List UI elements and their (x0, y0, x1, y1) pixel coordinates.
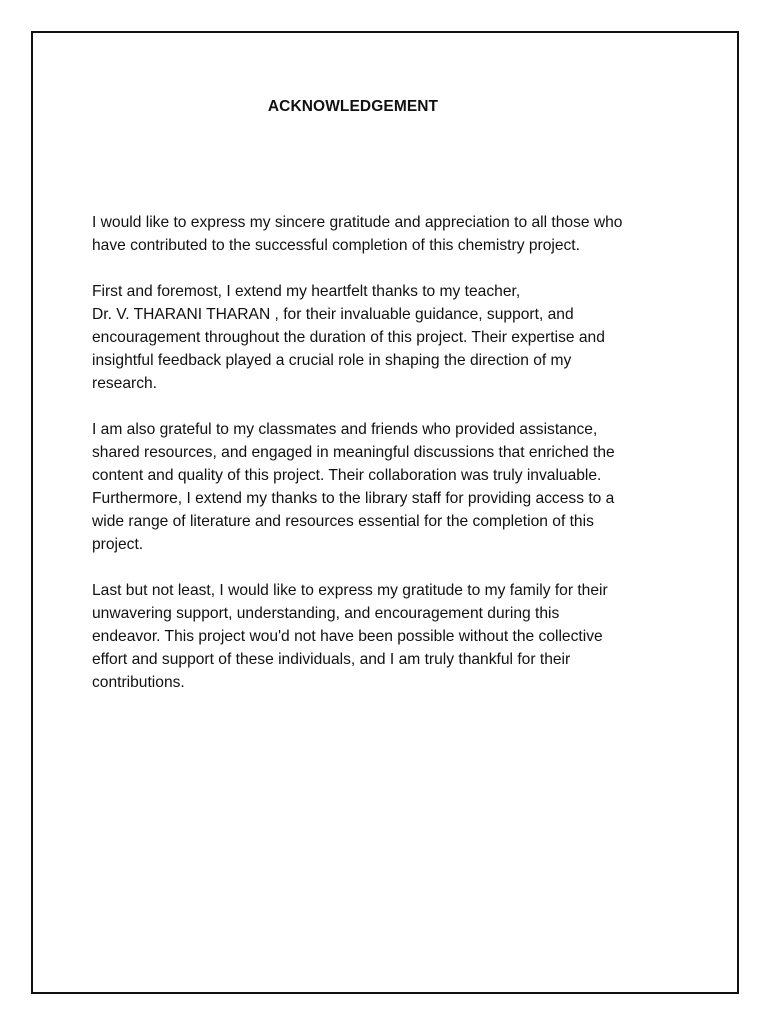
paragraph-line: research. (92, 375, 158, 392)
paragraph-line: project. (92, 536, 144, 553)
paragraph-line: shared resources, and engaged in meaningful discussions that enriched the (92, 444, 615, 461)
paragraph-line: wide range of literature and resources essential for the completion of this (92, 513, 594, 530)
paragraph-line: I am also grateful to my classmates and friends who provided assistance, (92, 421, 598, 438)
paragraph-line: insightful feedback played a crucial role in shaping the direction of my (92, 352, 572, 369)
paragraph-line: Last but not least, I would like to express my gratitude to my family for their (92, 582, 608, 599)
document-body (92, 211, 682, 717)
paragraph-line: Dr. V. THARANI THARAN , for their invaluable guidance, support, and (92, 306, 574, 323)
paragraph-line: effort and support of these individuals, and I am truly thankful for their (92, 651, 571, 668)
paragraph-classmates (92, 418, 682, 556)
paragraph-line: contributions. (92, 674, 185, 691)
paragraph-intro (92, 211, 682, 257)
page-frame (31, 31, 739, 994)
paragraph-line: content and quality of this project. Their collaboration was truly invaluable. (92, 467, 602, 484)
paragraph-line: endeavor. This project wou'd not have been possible without the collective (92, 628, 603, 645)
paragraph-line: encouragement throughout the duration of this project. Their expertise and (92, 329, 605, 346)
paragraph-line: unwavering support, understanding, and encouragement during this (92, 605, 560, 622)
paragraph-line: First and foremost, I extend my heartfelt thanks to my teacher, (92, 283, 521, 300)
document-heading: ACKNOWLEDGEMENT (267, 98, 439, 115)
paragraph-teacher (92, 280, 682, 395)
paragraph-line: have contributed to the successful completion of this chemistry project. (92, 237, 580, 254)
paragraph-line: I would like to express my sincere gratitude and appreciation to all those who (92, 214, 623, 231)
paragraph-line: Furthermore, I extend my thanks to the library staff for providing access to a (92, 490, 615, 507)
paragraph-family (92, 579, 682, 694)
